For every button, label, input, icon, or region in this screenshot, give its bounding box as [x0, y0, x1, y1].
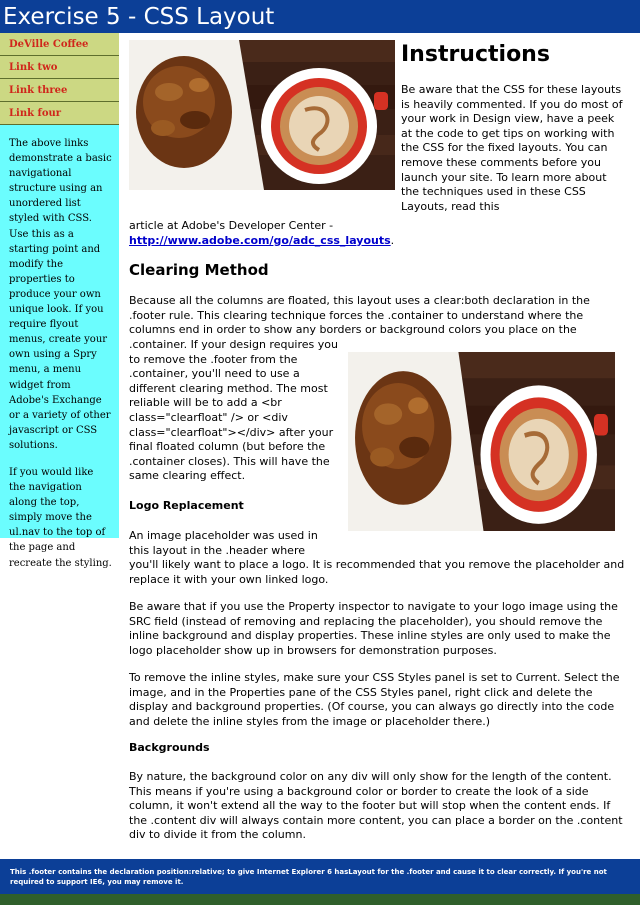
nav-link-label[interactable]: Link four	[9, 107, 62, 119]
instructions-paragraph: Be aware that the CSS for these layouts is heavily commented. If you do most of your work in Design view, have a peek at the code to get tips on working with the CSS for the fixed layouts. You can remove these comments before you launch your site. To learn more about the techniques used in these CSS Layouts, read this	[401, 83, 623, 213]
clearing-method-heading: Clearing Method	[129, 261, 269, 279]
backgrounds-heading: Backgrounds	[129, 741, 210, 754]
coffee-pastry-image	[348, 352, 615, 531]
instructions-tail-end: .	[390, 233, 395, 247]
instructions-tail-text: article at Adobe's Developer Center -	[129, 219, 334, 232]
nav-link-label[interactable]: DeVille Coffee	[9, 38, 89, 50]
nav-item-deville-coffee[interactable]	[0, 33, 119, 56]
main-content	[129, 33, 627, 853]
nav-item-link-three[interactable]	[0, 79, 119, 102]
logo-paragraph: you'll likely want to place a logo. It is recommended that you remove the placeholder and replace it with your own linked logo.	[129, 558, 625, 586]
nav-link-label[interactable]: Link two	[9, 61, 58, 73]
page-header	[0, 0, 640, 33]
clearing-paragraph: Because all the columns are floated, this layout uses a clear:both declaration in the .footer rule. This clearing technique forces the .container to understand where the columns end in order to show any borders or background colors you place on the	[129, 294, 590, 337]
page-footer	[0, 859, 640, 894]
coffee-pastry-image	[129, 40, 395, 190]
instructions-heading: Instructions	[401, 42, 550, 67]
logo-replacement-heading: Logo Replacement	[129, 499, 244, 512]
adobe-developer-center-link[interactable]: http://www.adobe.com/go/adc_css_layouts	[129, 233, 391, 247]
logo-paragraph: An image placeholder was used in this layout in the .header where	[129, 529, 318, 557]
sidebar-paragraph: The above links demonstrate a basic navigational structure using an unordered list styled with CSS. Use this as a starting point and modify the properties to produce your own unique look. If you require flyout menus, create your own using a Spry menu, a menu widget from Adobe's Exchange or a variety of other javascript or CSS solutions.	[9, 138, 112, 451]
page-title: Exercise 5 - CSS Layout	[3, 4, 275, 30]
footer-divider	[0, 894, 640, 905]
sidebar	[0, 33, 119, 569]
sidebar-paragraph: If you would like the navigation along the top, simply move the ul.nav to the top of the page and recreate the styling.	[9, 466, 112, 569]
backgrounds-paragraph: By nature, the background color on any div will only show for the length of the content. This means if you're using a background color or border to create the look of a side column, it won't extend all the way to the footer but will stop when the content ends. If the .content div will always contain more content, you can place a border on the .content div to divide it from the column.	[129, 770, 623, 842]
logo-paragraph: Be aware that if you use the Property inspector to navigate to your logo image using the SRC field (instead of removing and replacing the placeholder), you should remove the inline background and display properties. These inline styles are only used to make the logo placeholder show up in browsers for demonstration purposes.	[129, 600, 618, 657]
footer-text: This .footer contains the declaration position:relative; to give Internet Explorer 6 hasLayout for the .footer and cause it to clear correctly. If you're not required to support IE6, you may remove it.	[10, 868, 607, 886]
clearing-paragraph-wrap: .container. If your design requires you to remove the .footer from the .container, you'll need to use a different clearing method. The most reliable will be to add a <br class="clearfloat" /> or <div class="clearfloat"></div> after your final floated column (but before the .container closes). This will have the same clearing effect.	[129, 338, 338, 483]
logo-paragraph: To remove the inline styles, make sure your CSS Styles panel is set to Current. Select the image, and in the Properties pane of the CSS Styles panel, right click and delete the display and background properties. (Of course, you can always go directly into the code and delete the inline styles from the image or placeholder there.)	[129, 671, 620, 728]
nav-link-label[interactable]: Link three	[9, 84, 68, 96]
instructions-link-line	[129, 219, 627, 248]
nav-item-link-four[interactable]	[0, 102, 119, 125]
sidebar-nav	[0, 33, 119, 125]
nav-item-link-two[interactable]	[0, 56, 119, 79]
